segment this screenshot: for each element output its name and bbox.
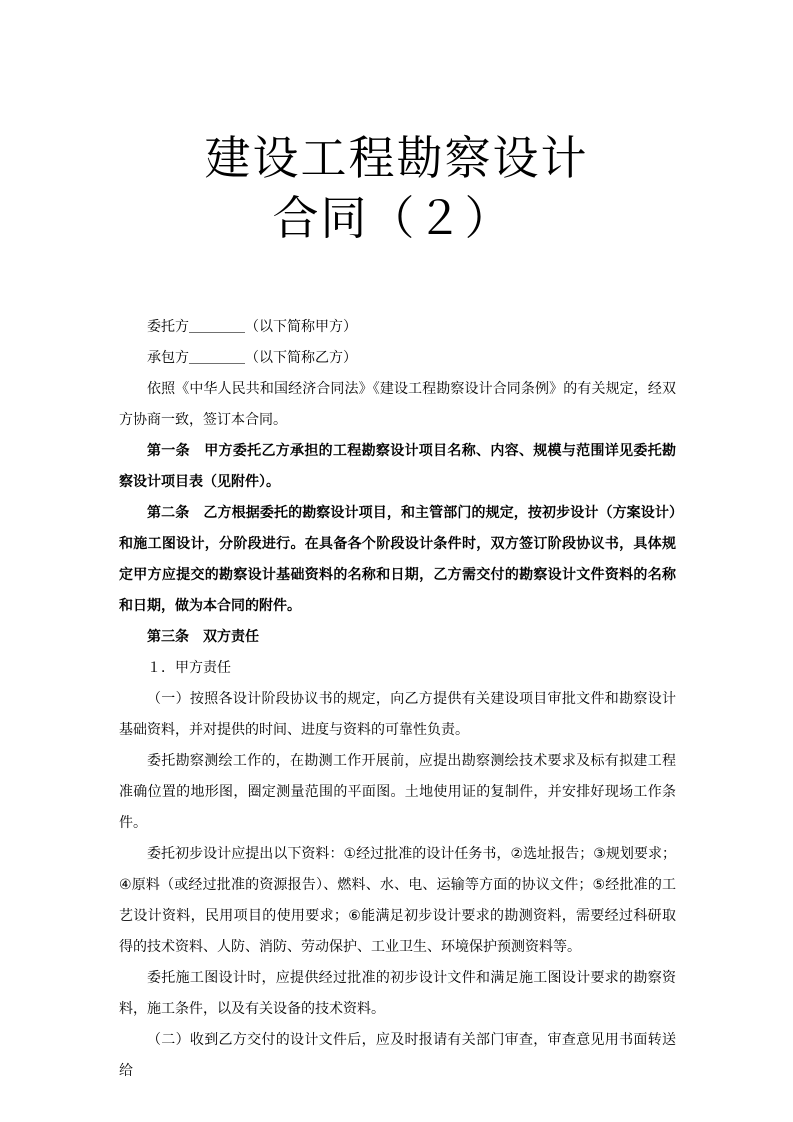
document-title-line2: 合同（２） [272, 191, 513, 245]
paragraph-contractor: 承包方＿＿＿＿（以下简称乙方） [147, 350, 357, 366]
paragraph-construction-drawing: 委托施工图设计时，应提供经过批准的初步设计文件和满足施工图设计要求的勘察资料，施工条件，以及有关设备的技术资料。 [119, 970, 676, 1017]
paragraph-survey: 委托勘察测绘工作的，在勘测工作开展前，应提出勘察测绘技术要求及标有拟建工程准确位置的地形图，圈定测量范围的平面图。土地使用证的复制件，并安排好现场工作条件。 [119, 753, 676, 831]
paragraph-preliminary-design: 委托初步设计应提出以下资料：①经过批准的设计任务书，②选址报告；③规划要求；④原料（或经过批准的资源报告）、燃料、水、电、运输等方面的协议文件；⑤经批准的工艺设计资料，民用项目的使用要求；⑥能满足初步设计要求的勘测资料，需要经过科研取得的技术资料、人防、消防、劳动保护、工业卫生、环境保护预测资料等。 [119, 846, 676, 955]
paragraph-preamble: 依照《中华人民共和国经济合同法》《建设工程勘察设计合同条例》的有关规定，经双方协商一致，签订本合同。 [119, 381, 676, 428]
paragraph-client: 委托方＿＿＿＿（以下简称甲方） [147, 319, 357, 335]
paragraph-article-3: 第三条 双方责任 [147, 629, 259, 645]
paragraph-item-1: （一）按照各设计阶段协议书的规定，向乙方提供有关建设项目审批文件和勘察设计基础资料，并对提供的时间、进度与资料的可靠性负责。 [119, 691, 676, 738]
document-body [119, 312, 676, 1087]
document-title-line1: 建设工程勘察设计 [204, 131, 589, 185]
paragraph-article-1: 第一条 甲方委托乙方承担的工程勘察设计项目名称、内容、规模与范围详见委托勘察设计项目表（见附件）。 [119, 443, 676, 490]
paragraph-party-a-heading: １．甲方责任 [147, 660, 231, 676]
paragraph-item-2: （二）收到乙方交付的设计文件后，应及时报请有关部门审查，审查意见用书面转送给 [119, 1032, 676, 1079]
paragraph-article-2: 第二条 乙方根据委托的勘察设计项目，和主管部门的规定，按初步设计（方案设计）和施工图设计，分阶段进行。在具备各个阶段设计条件时，双方签订阶段协议书，具体规定甲方应提交的勘察设计基础资料的名称和日期，乙方需交付的勘察设计文件资料的名称和日期，做为本合同的附件。 [119, 505, 676, 614]
